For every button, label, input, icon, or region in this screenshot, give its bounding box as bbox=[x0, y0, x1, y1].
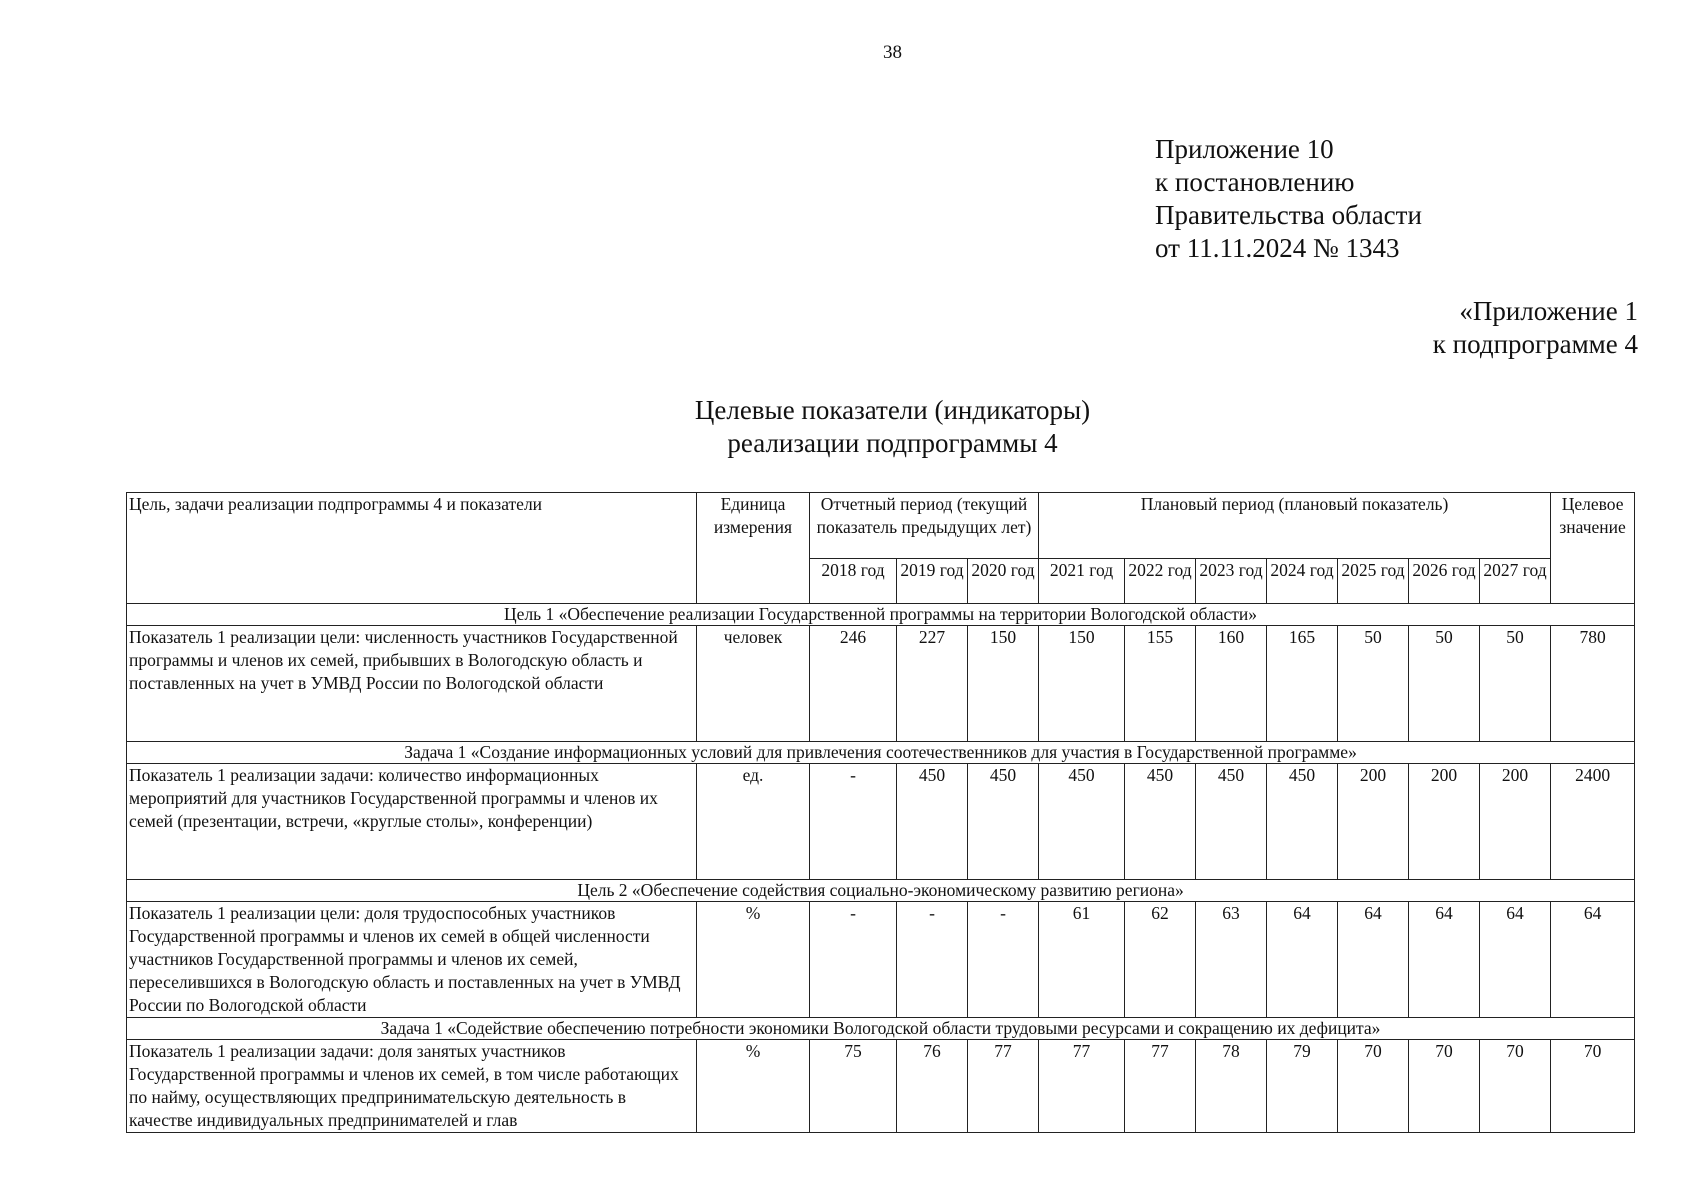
value-cell: - bbox=[897, 902, 968, 1018]
table-row bbox=[127, 1040, 1635, 1133]
value-cell: - bbox=[810, 764, 897, 880]
table-row bbox=[127, 626, 1635, 742]
header-year: 2025 год bbox=[1338, 559, 1409, 604]
title-line: реализации подпрограммы 4 bbox=[727, 428, 1058, 458]
value-cell: 450 bbox=[1039, 764, 1125, 880]
value-cell: 50 bbox=[1409, 626, 1480, 742]
target-cell: 64 bbox=[1551, 902, 1635, 1018]
value-cell: 246 bbox=[810, 626, 897, 742]
value-cell: 450 bbox=[1267, 764, 1338, 880]
value-cell: 200 bbox=[1480, 764, 1551, 880]
section-heading: Цель 2 «Обеспечение содействия социально-экономическому развитию региона» bbox=[127, 880, 1635, 902]
target-cell: 70 bbox=[1551, 1040, 1635, 1133]
value-cell: - bbox=[968, 902, 1039, 1018]
section-heading: Задача 1 «Содействие обеспечению потребности экономики Вологодской области трудовыми ресурсами и сокращению их дефицита» bbox=[127, 1018, 1635, 1040]
value-cell: 50 bbox=[1338, 626, 1409, 742]
value-cell: 64 bbox=[1267, 902, 1338, 1018]
header-goal-column: Цель, задачи реализации подпрограммы 4 и показатели bbox=[127, 493, 697, 604]
section-heading: Цель 1 «Обеспечение реализации Государственной программы на территории Вологодской области» bbox=[127, 604, 1635, 626]
value-cell: 63 bbox=[1196, 902, 1267, 1018]
header-year: 2022 год bbox=[1125, 559, 1196, 604]
section-heading-row bbox=[127, 1018, 1635, 1040]
appendix-line: от 11.11.2024 № 1343 bbox=[1155, 233, 1400, 263]
value-cell: 200 bbox=[1409, 764, 1480, 880]
target-cell: 780 bbox=[1551, 626, 1635, 742]
appendix-block bbox=[1155, 133, 1422, 265]
indicator-name: Показатель 1 реализации задачи: количество информационных мероприятий для участников Государственной программы и членов их семей (презентации, встречи, «круглые столы», конференции) bbox=[127, 764, 697, 880]
target-cell: 2400 bbox=[1551, 764, 1635, 880]
value-cell: 79 bbox=[1267, 1040, 1338, 1133]
section-heading-row bbox=[127, 742, 1635, 764]
header-year: 2024 год bbox=[1267, 559, 1338, 604]
sub-appendix-line: к подпрограмме 4 bbox=[1432, 329, 1638, 359]
header-year: 2019 год bbox=[897, 559, 968, 604]
indicator-name: Показатель 1 реализации цели: численность участников Государственной программы и членов их семей, прибывших в Вологодскую область и поставленных на учет в УМВД России по Вологодской области bbox=[127, 626, 697, 742]
value-cell: 165 bbox=[1267, 626, 1338, 742]
table-row bbox=[127, 902, 1635, 1018]
value-cell: 61 bbox=[1039, 902, 1125, 1018]
header-year: 2023 год bbox=[1196, 559, 1267, 604]
appendix-line: к постановлению bbox=[1155, 167, 1355, 197]
appendix-line: Приложение 10 bbox=[1155, 134, 1334, 164]
value-cell: 450 bbox=[1125, 764, 1196, 880]
table-row bbox=[127, 764, 1635, 880]
unit-cell: человек bbox=[697, 626, 810, 742]
value-cell: 75 bbox=[810, 1040, 897, 1133]
value-cell: 70 bbox=[1480, 1040, 1551, 1133]
value-cell: 450 bbox=[968, 764, 1039, 880]
value-cell: 150 bbox=[968, 626, 1039, 742]
page-number: 38 bbox=[883, 42, 902, 63]
indicators-table bbox=[126, 492, 1635, 1133]
value-cell: 50 bbox=[1480, 626, 1551, 742]
value-cell: 227 bbox=[897, 626, 968, 742]
unit-cell: % bbox=[697, 902, 810, 1018]
unit-cell: ед. bbox=[697, 764, 810, 880]
value-cell: 64 bbox=[1480, 902, 1551, 1018]
value-cell: 77 bbox=[1125, 1040, 1196, 1133]
value-cell: 76 bbox=[897, 1040, 968, 1133]
title-line: Целевые показатели (индикаторы) bbox=[694, 395, 1091, 425]
value-cell: 78 bbox=[1196, 1040, 1267, 1133]
section-heading-row bbox=[127, 880, 1635, 902]
value-cell: 64 bbox=[1409, 902, 1480, 1018]
header-unit-column: Единица измерения bbox=[697, 493, 810, 604]
indicator-name: Показатель 1 реализации задачи: доля занятых участников Государственной программы и членов их семей, в том числе работающих по найму, осуществляющих предпринимательскую деятельность в качестве индивидуальных предпринимателей и глав bbox=[127, 1040, 697, 1133]
value-cell: 160 bbox=[1196, 626, 1267, 742]
header-target-column: Целевое значение bbox=[1551, 493, 1635, 604]
appendix-line: Правительства области bbox=[1155, 200, 1422, 230]
header-year: 2020 год bbox=[968, 559, 1039, 604]
value-cell: 450 bbox=[1196, 764, 1267, 880]
sub-appendix-block bbox=[1433, 295, 1638, 361]
value-cell: 200 bbox=[1338, 764, 1409, 880]
section-heading: Задача 1 «Создание информационных условий для привлечения соотечественников для участия в Государственной программе» bbox=[127, 742, 1635, 764]
header-report-period: Отчетный период (текущий показатель предыдущих лет) bbox=[810, 493, 1039, 559]
value-cell: 77 bbox=[1039, 1040, 1125, 1133]
value-cell: 155 bbox=[1125, 626, 1196, 742]
value-cell: 450 bbox=[897, 764, 968, 880]
value-cell: 77 bbox=[968, 1040, 1039, 1133]
header-plan-period: Плановый период (плановый показатель) bbox=[1039, 493, 1551, 559]
value-cell: 62 bbox=[1125, 902, 1196, 1018]
header-year: 2021 год bbox=[1039, 559, 1125, 604]
value-cell: - bbox=[810, 902, 897, 1018]
document-title bbox=[0, 394, 1697, 460]
unit-cell: % bbox=[697, 1040, 810, 1133]
value-cell: 70 bbox=[1338, 1040, 1409, 1133]
header-year: 2018 год bbox=[810, 559, 897, 604]
header-year: 2026 год bbox=[1409, 559, 1480, 604]
indicator-name: Показатель 1 реализации цели: доля трудоспособных участников Государственной программы и членов их семей в общей численности участников Государственной программы и членов их семей, переселившихся в Вологодскую область и поставленных на учет в УМВД России по Вологодской области bbox=[127, 902, 697, 1018]
value-cell: 70 bbox=[1409, 1040, 1480, 1133]
value-cell: 64 bbox=[1338, 902, 1409, 1018]
section-heading-row bbox=[127, 604, 1635, 626]
sub-appendix-line: «Приложение 1 bbox=[1459, 296, 1638, 326]
header-year: 2027 год bbox=[1480, 559, 1551, 604]
value-cell: 150 bbox=[1039, 626, 1125, 742]
